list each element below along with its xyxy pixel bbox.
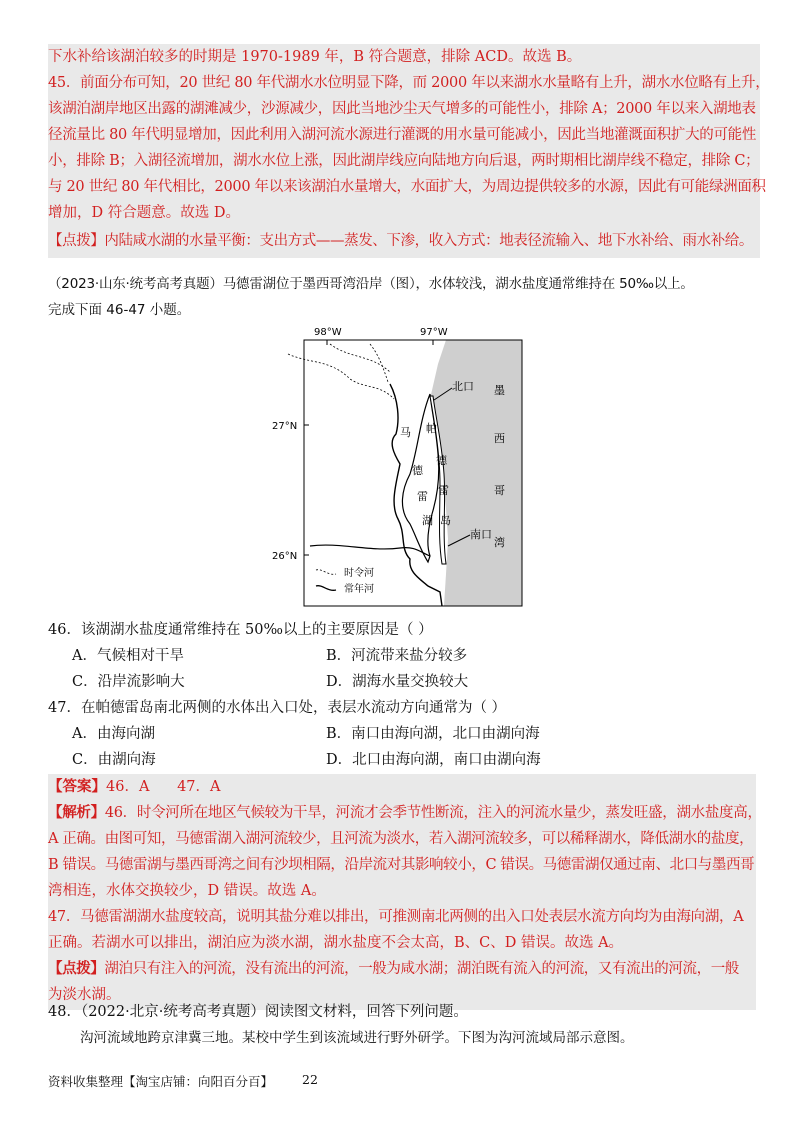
sea-label-char: 湾 [494,536,505,549]
question-46-stem: 46．该湖湖水盐度通常维持在 50‰以上的主要原因是（ ） [48,622,433,638]
tip-line: 为淡水湖。 [48,987,121,1003]
q47-option-a: A．由海向湖 [72,726,155,742]
text-line: 45．前面分布可知，20 世纪 80 年代湖水水位明显下降，而 2000 年以来湖水水量略有上升，湖水水位略有上升， [48,75,770,91]
text-line: 增加，D 符合题意。故选 D。 [48,205,240,221]
latitude-label: 26°N [272,551,298,562]
legend-perennial-label: 常年河 [344,584,374,595]
lake-label-char: 湖 [422,514,433,527]
sea-label-char: 墨 [494,384,505,397]
answer-label: 【答案】 [48,778,106,795]
analysis-line: A 正确。由图可知，马德雷湖入湖河流较少，且河流为淡水，若入湖河流较多，可以稀释湖水，降低湖水的盐度， [48,831,754,847]
legend-perennial-symbol [316,586,336,591]
legend-seasonal-symbol [316,570,336,575]
question-48-stem: 48．（2022·北京·统考高考真题）阅读图文材料，回答下列问题。 [48,1004,468,1020]
q47-option-b: B．南口由海向湖，北口由湖向海 [326,726,540,742]
question-intro-line: （2023·山东·统考高考真题）马德雷湖位于墨西哥湾沿岸（图），水体较浅，湖水盐度通常维持在 50‰以上。 [48,276,694,292]
text-line: 小，排除 B；入湖径流增加，湖水水位上涨，因此湖岸线应向陆地方向后退，两时期相比湖岸线不稳定，排除 C； [48,153,760,169]
question-47-stem: 47．在帕德雷岛南北两侧的水体出入口处，表层水流动方向通常为（ ） [48,700,507,716]
answer-line [48,774,756,800]
tip-label: 【点拨】 [48,960,105,977]
question-intro-line: 完成下面 46-47 小题。 [48,302,191,318]
analysis-line: 湾相连，水体交换较少，D 错误。故选 A。 [48,883,326,899]
text-line: 径流量比 80 年代明显增加，因此利用入湖河流水源进行灌溉的用水量可能减小，因此当地灌溉面积扩大的可能性 [48,127,757,143]
analysis-line: B 错误。马德雷湖与墨西哥湾之间有沙坝相隔，沿岸流对其影响较小，C 错误。马德雷湖仅通过南、北口与墨西哥 [48,857,755,873]
q46-option-c: C．沿岸流影响大 [72,674,185,690]
island-label-char: 帕 [426,422,437,435]
sea-label-char: 哥 [494,484,505,497]
q46-option-d: D．湖海水量交换较大 [326,674,469,690]
q47-option-d: D．北口由海向湖，南口由湖向海 [326,752,541,768]
legend-seasonal-label: 时令河 [344,568,374,579]
text-line: 该湖泊湖岸地区出露的湖滩减少，沙源减少，因此当地沙尘天气增多的可能性小，排除 A；2000 年以来入湖地表 [48,101,756,117]
analysis-line: 47．马德雷湖湖水盐度较高，说明其盐分难以排出，可推测南北两侧的出入口处表层水流方向均为由海向湖，A [48,909,744,925]
answer-text: 46．A 47．A [106,779,221,795]
q46-option-a: A．气候相对干旱 [72,648,184,664]
longitude-label: 97°W [420,327,448,338]
latitude-label: 27°N [272,421,298,432]
seasonal-river [370,344,388,382]
text-line: 与 20 世纪 80 年代相比，2000 年以来该湖泊水量增大，水面扩大，为周边提供较多的水源，因此有可能绿洲面积 [48,179,766,195]
lake-label-char: 德 [412,464,423,477]
island-label-char: 雷 [438,484,449,497]
text-line: 下水补给该湖泊较多的时期是 1970-1989 年，B 符合题意，排除 ACD。故选 B。 [48,49,582,65]
sea-label-char: 西 [494,432,505,445]
analysis-text: 46．时令河所在地区气候较为干旱，河流才会季节性断流，注入的河流水量少，蒸发旺盛，湖水盐度高， [104,805,762,821]
perennial-river [310,545,430,556]
madre-lagoon-map [270,324,532,614]
answer-analysis-block [48,774,762,1010]
page-number: 22 [302,1072,318,1087]
tip-text: 湖泊只有注入的河流，没有流出的河流，一般为咸水湖；湖泊既有流入的河流，又有流出的河流，一般 [104,961,739,977]
analysis-line: 正确。若湖水可以排出，湖泊应为淡水湖，湖水盐度不会太高，B、C、D 错误。故选 A。 [48,935,624,951]
analysis-label: 【解析】 [48,804,105,821]
explanation-45-block [48,44,770,258]
north-mouth-label: 北口 [452,380,474,393]
q47-option-c: C．由湖向海 [72,752,156,768]
seasonal-river [330,344,390,372]
footer-source: 资料收集整理【淘宝店铺：向阳百分百】 [48,1074,274,1089]
island-label-char: 德 [436,454,447,467]
south-mouth-label: 南口 [470,528,492,541]
question-48-material: 沟河流域地跨京津冀三地。某校中学生到该流域进行野外研学。下图为沟河流域局部示意图。 [80,1030,634,1046]
lake-label-char: 马 [400,426,411,439]
q46-option-b: B．河流带来盐分较多 [326,648,468,664]
lake-label-char: 雷 [417,490,428,503]
longitude-label: 98°W [314,327,342,338]
analysis-line [48,800,762,826]
island-label-char: 岛 [440,514,451,527]
tip-line [48,956,756,982]
tip-line: 【点拨】内陆咸水湖的水量平衡：支出方式——蒸发、下渗，收入方式：地表径流输入、地下水补给、雨水补给。 [48,233,753,249]
